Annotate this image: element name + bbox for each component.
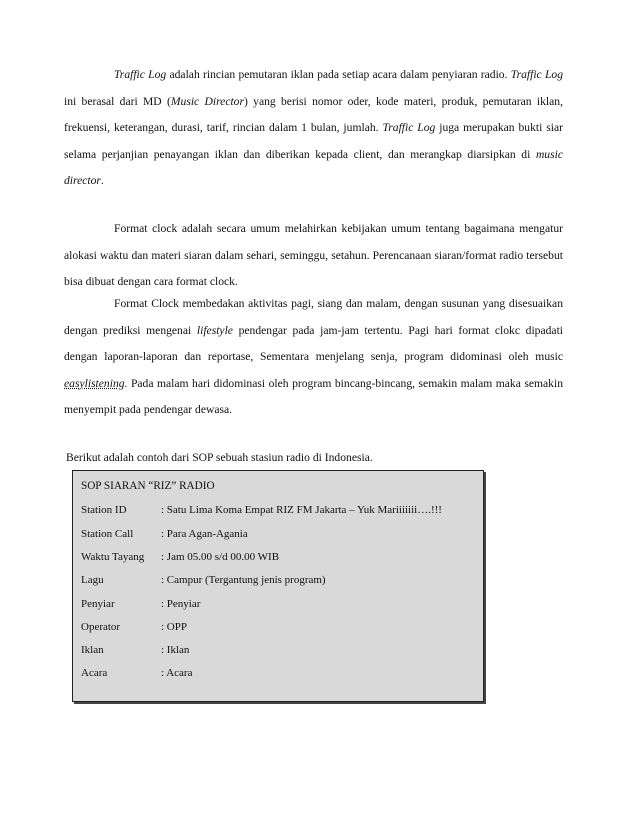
text-run: lifestyle [196, 323, 233, 337]
text-run: Traffic Log [114, 68, 167, 81]
sop-row [81, 574, 326, 586]
sop-intro-text: Berikut adalah contoh dari SOP sebuah stasiun radio di Indonesia. [66, 451, 373, 464]
paragraph-traffic-log [64, 62, 563, 195]
sop-row [81, 504, 442, 516]
sop-row-key: Penyiar [81, 598, 115, 610]
sop-row-key: Waktu Tayang [81, 551, 145, 563]
sop-row-value: : Para Agan-Agania [161, 528, 248, 540]
sop-row-value: : Iklan [161, 644, 190, 656]
sop-row-key: Operator [81, 621, 121, 633]
text-run: Music Director [170, 94, 244, 108]
paragraph-format-clock [64, 216, 563, 296]
text-run: easylistening [64, 376, 125, 390]
sop-row [81, 621, 187, 633]
sop-row-key: Station ID [81, 504, 127, 516]
sop-row [81, 598, 200, 610]
text-run: adalah rincian pemutaran iklan pada setiap acara dalam penyiaran radio. [166, 68, 511, 81]
sop-row-key: Station Call [81, 528, 134, 540]
sop-row-key: Lagu [81, 574, 104, 586]
text-run: Traffic Log [510, 68, 563, 81]
text-run: music director [64, 147, 563, 187]
paragraph-format-clock-activities [64, 291, 563, 424]
text-run: Format clock adalah secara umum melahirkan kebijakan umum tentang bagaimana mengatur alokasi waktu dan materi siaran dalam sehari, seminggu, setahun. Perencanaan siaran/format radio tersebut bisa dibuat dengan cara format clock. [64, 222, 563, 288]
sop-row-key: Iklan [81, 644, 104, 656]
text-run: juga merupakan bukti siar selama perjanjian penayangan iklan dan diberikan kepada client, dan merangkap diarsipkan di [64, 121, 563, 161]
sop-row-value: : Campur (Tergantung jenis program) [161, 574, 326, 586]
sop-title: SOP SIARAN “RIZ” RADIO [81, 480, 215, 492]
text-run: Format Clock membedakan aktivitas pagi, siang dan malam, dengan susunan yang disesuaikan dengan prediksi mengenai [64, 297, 563, 337]
sop-row-value: : Acara [161, 667, 193, 679]
text-run: . [100, 174, 104, 187]
sop-row-value: : Satu Lima Koma Empat RIZ FM Jakarta – Yuk Mariiiiiii….!!! [161, 504, 442, 516]
sop-row-key: Acara [81, 667, 108, 679]
text-run: ) yang berisi nomor oder, kode materi, produk, pemutaran iklan, frekuensi, keterangan, durasi, tarif, rincian dalam 1 bulan, jumlah. [64, 94, 563, 134]
sop-row [81, 551, 279, 563]
sop-row [81, 644, 189, 656]
sop-box [72, 470, 484, 702]
text-run: ini berasal dari MD ( [64, 94, 171, 108]
sop-row-value: : Penyiar [161, 598, 201, 610]
text-run: Traffic Log [382, 121, 436, 134]
text-run: . Pada malam hari didominasi oleh program bincang-bincang, semakin malam maka semakin menyempit pada pendengar dewasa. [64, 376, 563, 416]
sop-row-value: : OPP [161, 621, 187, 633]
sop-row [81, 667, 192, 679]
text-run: pendengar pada jam-jam tertentu. Pagi hari format clokc dipadati dengan laporan-laporan dan reportase, Sementara menjelang senja, program didominasi oleh music [64, 323, 564, 363]
sop-row [81, 528, 248, 540]
sop-row-value: : Jam 05.00 s/d 00.00 WIB [161, 551, 280, 563]
